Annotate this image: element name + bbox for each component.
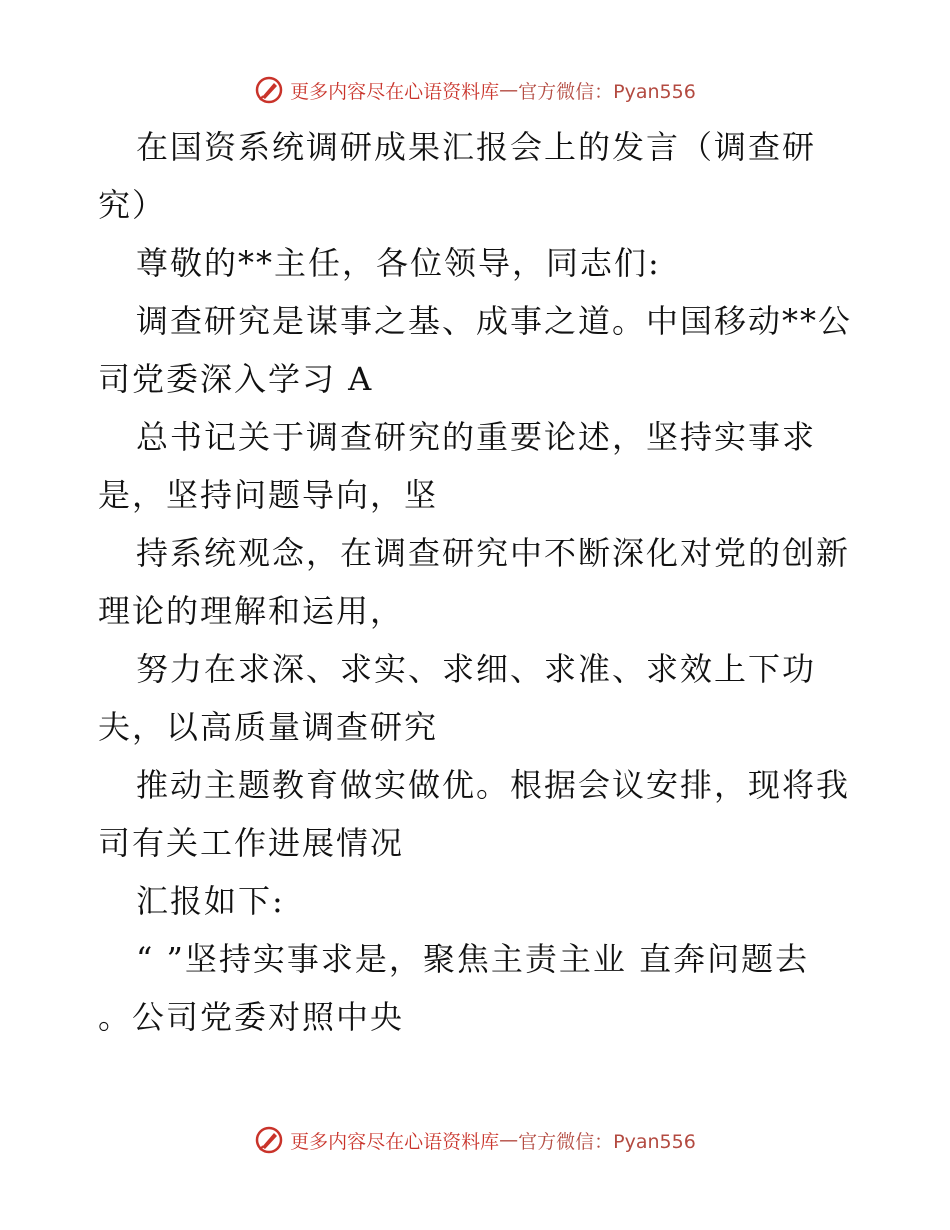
document-body — [98, 118, 858, 1046]
doc-paragraph-line: 是，坚持问题导向，坚 — [98, 476, 439, 514]
banner-wechat-text: 官方微信：Pyan556 — [518, 80, 696, 103]
banner-site-text: 更多内容尽在心语资料库 — [290, 1130, 500, 1153]
banner-separator: — — [499, 1129, 519, 1151]
doc-paragraph-line: 调查研究是谋事之基、成事之道。中国移动**公 — [136, 302, 853, 340]
banner-site-text: 更多内容尽在心语资料库 — [290, 80, 500, 103]
doc-paragraph-line: “ ”坚持实事求是，聚焦主责主业 直奔问题去 — [136, 940, 810, 978]
doc-paragraph-line: 持系统观念，在调查研究中不断深化对党的创新 — [136, 534, 851, 572]
quill-pen-logo-icon — [254, 1125, 284, 1155]
doc-paragraph-line: 推动主题教育做实做优。根据会议安排，现将我 — [136, 766, 851, 804]
banner-separator: — — [499, 79, 519, 101]
doc-paragraph-line: 汇报如下: — [136, 882, 285, 920]
doc-title-line-2: 究） — [98, 186, 167, 224]
doc-title-line-1: 在国资系统调研成果汇报会上的发言（调查研 — [136, 128, 817, 166]
quill-pen-logo-icon — [254, 75, 284, 105]
doc-paragraph-line: 夫，以高质量调查研究 — [98, 708, 439, 746]
doc-salutation: 尊敬的**主任，各位领导，同志们: — [136, 244, 661, 282]
doc-paragraph-line: 努力在求深、求实、求细、求准、求效上下功 — [136, 650, 817, 688]
header-banner — [0, 70, 950, 110]
footer-banner — [0, 1120, 950, 1160]
doc-paragraph-line: 司党委深入学习 A — [98, 360, 374, 398]
banner-wechat-text: 官方微信：Pyan556 — [518, 1130, 696, 1153]
doc-paragraph-line: 理论的理解和运用， — [98, 592, 405, 630]
doc-paragraph-line: 司有关工作进展情况 — [98, 824, 405, 862]
doc-paragraph-line: 。公司党委对照中央 — [98, 998, 405, 1036]
doc-paragraph-line: 总书记关于调查研究的重要论述，坚持实事求 — [136, 418, 817, 456]
